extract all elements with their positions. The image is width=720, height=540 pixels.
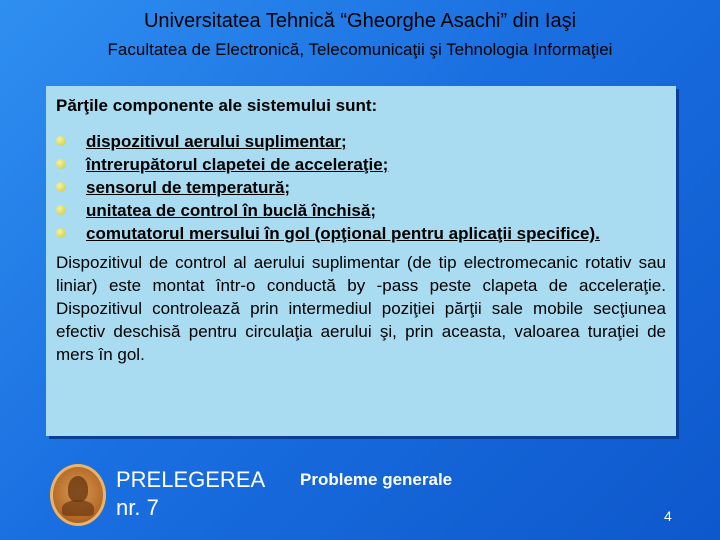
bullet-icon	[56, 159, 66, 169]
header-title: Universitatea Tehnică “Gheorghe Asachi” din Iaşi	[143, 10, 577, 32]
bullet-icon	[56, 182, 66, 192]
list-item-text: unitatea de control în buclă închisă;	[86, 201, 376, 220]
list-item	[56, 153, 666, 176]
header-subtitle: Facultatea de Electronică, Telecomunicaţii şi Tehnologia Informaţiei	[107, 40, 613, 59]
lecture-label	[116, 466, 265, 522]
component-list	[56, 130, 666, 245]
list-item	[56, 130, 666, 153]
intro-text: Părţile componente ale sistemului sunt:	[56, 96, 378, 115]
description-paragraph: Dispozitivul de control al aerului suplimentar (de tip electromecanic rotativ sau liniar) este montat într-o conductă by -pass peste clapeta de acceleraţie. Dispozitivul controlează prin intermediul poziţiei părţii sale mobile secţiunea efectiv deschisă pentru circulaţia aerului şi, prin aceasta, valoarea turaţiei de mers în gol.	[56, 253, 666, 364]
page-number: 4	[664, 508, 672, 524]
lecture-title: PRELEGEREA	[116, 467, 266, 492]
list-item-text: sensorul de temperatură;	[86, 178, 291, 197]
lecture-number: nr. 7	[116, 495, 159, 520]
list-item	[56, 199, 666, 222]
list-item-text: dispozitivul aerului suplimentar;	[86, 132, 347, 151]
bullet-icon	[56, 136, 66, 146]
list-item	[56, 222, 666, 245]
list-item-text: comutatorul mersului în gol (opţional pentru aplicaţii specifice).	[86, 224, 600, 243]
seal-portrait-body	[62, 500, 94, 516]
university-seal-icon	[50, 464, 106, 526]
list-item	[56, 176, 666, 199]
seal-portrait-head	[68, 476, 88, 502]
bullet-icon	[56, 205, 66, 215]
lecture-topic: Probleme generale	[300, 470, 453, 489]
content-panel	[46, 86, 676, 436]
list-item-text: întrerupătorul clapetei de acceleraţie;	[86, 155, 389, 174]
bullet-icon	[56, 228, 66, 238]
